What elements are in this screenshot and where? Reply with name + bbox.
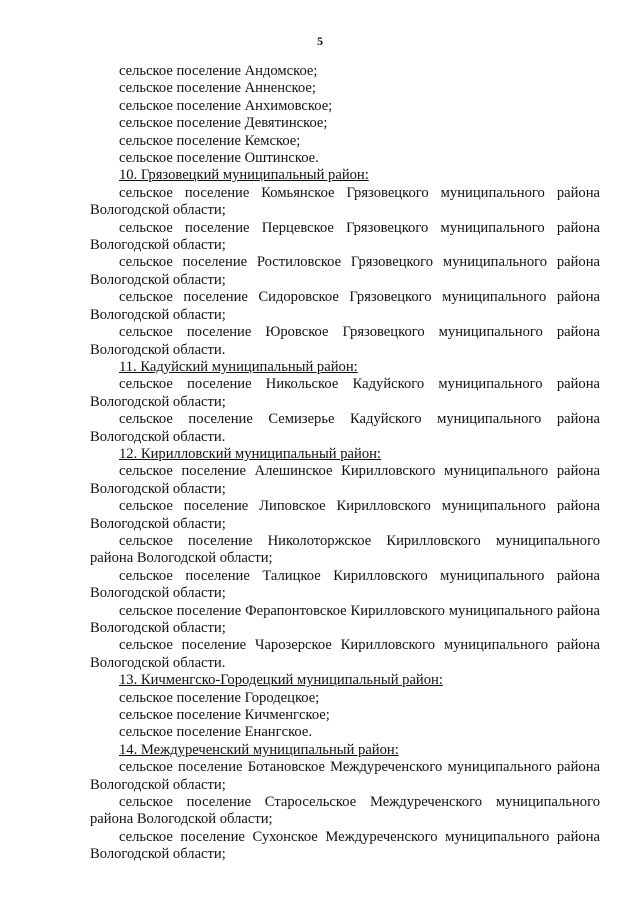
list-item: сельское поселение Липовское Кирилловского муниципального района Вологодской области; <box>90 498 600 532</box>
list-item: сельское поселение Сидоровское Грязовецкого муниципального района Вологодской области; <box>90 289 600 323</box>
list-item: сельское поселение Перцевское Грязовецкого муниципального района Вологодской области; <box>90 219 600 254</box>
list-item: сельское поселение Городецкое; <box>119 689 320 706</box>
list-item: сельское поселение Ботановское Междуреченского муниципального района Вологодской области; <box>90 759 600 793</box>
list-item: сельское поселение Анхимовское; <box>119 97 333 114</box>
section-heading: 12. Кирилловский муниципальный район: <box>119 445 381 462</box>
list-item: сельское поселение Старосельское Междуреченского муниципального района Вологодской области; <box>90 794 600 828</box>
list-item: сельское поселение Девятинское; <box>119 115 328 132</box>
list-item: сельское поселение Кичменгское; <box>119 707 330 724</box>
list-item: сельское поселение Алешинское Кирилловского муниципального района Вологодской области; <box>90 463 600 497</box>
section-heading: 14. Междуреченский муниципальный район: <box>119 741 399 758</box>
list-item: сельское поселение Кемское; <box>119 132 301 149</box>
list-item: сельское поселение Юровское Грязовецкого муниципального района Вологодской области. <box>90 324 600 358</box>
list-item: сельское поселение Андомское; <box>119 63 318 79</box>
list-item: сельское поселение Чарозерское Кирилловского муниципального района Вологодской области. <box>90 637 600 671</box>
list-item: сельское поселение Сухонское Междуреченского муниципального района Вологодской области; <box>90 828 600 863</box>
list-item: сельское поселение Семизерье Кадуйского муниципального района Вологодской области. <box>90 411 600 445</box>
list-item: сельское поселение Ростиловское Грязовецкого муниципального района Вологодской области; <box>90 254 600 288</box>
list-item: сельское поселение Енангское. <box>119 724 313 741</box>
document-body <box>90 63 600 864</box>
section-heading: 11. Кадуйский муниципальный район: <box>119 358 358 375</box>
list-item: сельское поселение Талицкое Кирилловского муниципального района Вологодской области; <box>90 567 600 602</box>
section-heading: 10. Грязовецкий муниципальный район: <box>119 167 369 184</box>
page-number: 5 <box>317 34 323 48</box>
list-item: сельское поселение Николоторжское Кирилловского муниципального района Вологодской области; <box>90 532 600 567</box>
list-item: сельское поселение Никольское Кадуйского муниципального района Вологодской области; <box>90 376 600 410</box>
section-heading: 13. Кичменгско-Городецкий муниципальный район: <box>119 672 443 689</box>
list-item: сельское поселение Анненское; <box>119 80 316 97</box>
list-item: сельское поселение Комьянское Грязовецкого муниципального района Вологодской области; <box>90 184 600 219</box>
list-item: сельское поселение Оштинское. <box>119 150 319 167</box>
list-item: сельское поселение Ферапонтовское Кирилловского муниципального района Вологодской области; <box>90 602 600 636</box>
